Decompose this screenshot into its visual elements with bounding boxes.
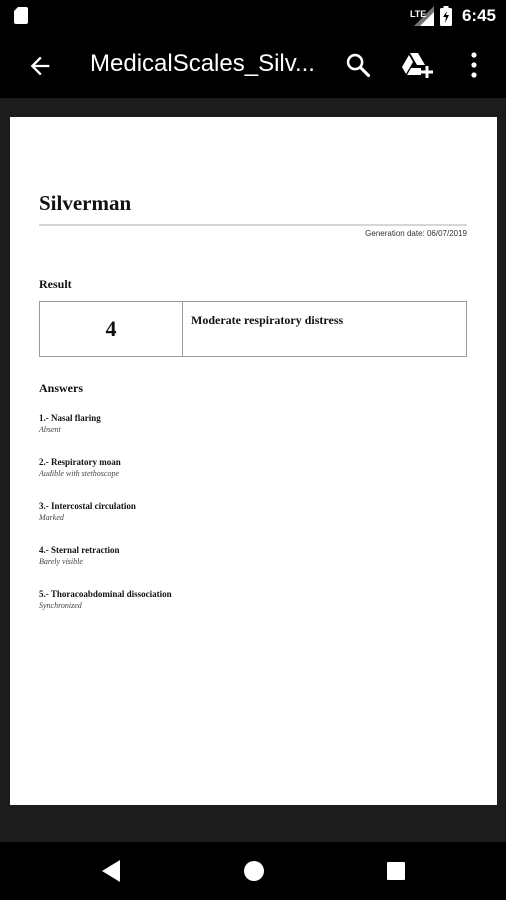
result-description: Moderate respiratory distress [191,313,344,327]
answer-question: 1.- Nasal flaring [39,413,101,423]
scale-title: Silverman [39,191,132,215]
clock-time: 6:45 [461,6,496,25]
answer-value: Marked [39,513,64,522]
network-type-label: LTE [409,9,427,19]
title-divider [39,224,467,226]
document-title: MedicalScales_Silv... [90,50,315,77]
system-nav-bar [0,842,506,900]
answer-value: Absent [39,425,61,434]
back-arrow-icon[interactable] [26,52,54,80]
nav-back-icon[interactable] [100,859,122,883]
answer-value: Synchronized [39,601,82,610]
answer-question: 5.- Thoracoabdominal dissociation [39,589,172,599]
nav-recents-icon[interactable] [387,862,405,880]
generation-date: Generation date: 06/07/2019 [365,229,467,238]
more-vert-icon[interactable] [464,51,484,79]
result-table [39,301,467,357]
app-toolbar [0,32,506,98]
answer-value: Barely visible [39,557,83,566]
status-bar [0,0,506,32]
pdf-page[interactable] [10,117,497,805]
pdf-viewer[interactable] [0,98,506,842]
answers-list [39,413,467,633]
answers-heading: Answers [39,381,83,395]
search-icon[interactable] [344,51,372,79]
signal-indicator [409,6,434,26]
drive-add-icon[interactable] [401,51,433,79]
nav-home-icon[interactable] [243,860,265,882]
answer-item [39,545,467,589]
battery-icon [440,6,452,26]
answer-question: 2.- Respiratory moan [39,457,121,467]
sd-card-icon [14,7,28,24]
answer-item [39,457,467,501]
answer-question: 4.- Sternal retraction [39,545,120,555]
answer-item [39,501,467,545]
answer-item [39,413,467,457]
result-score: 4 [40,302,183,356]
signal-icon [409,6,434,26]
answer-value: Audible with stethoscope [39,469,119,478]
answer-question: 3.- Intercostal circulation [39,501,136,511]
answer-item [39,589,467,633]
result-heading: Result [39,277,72,291]
